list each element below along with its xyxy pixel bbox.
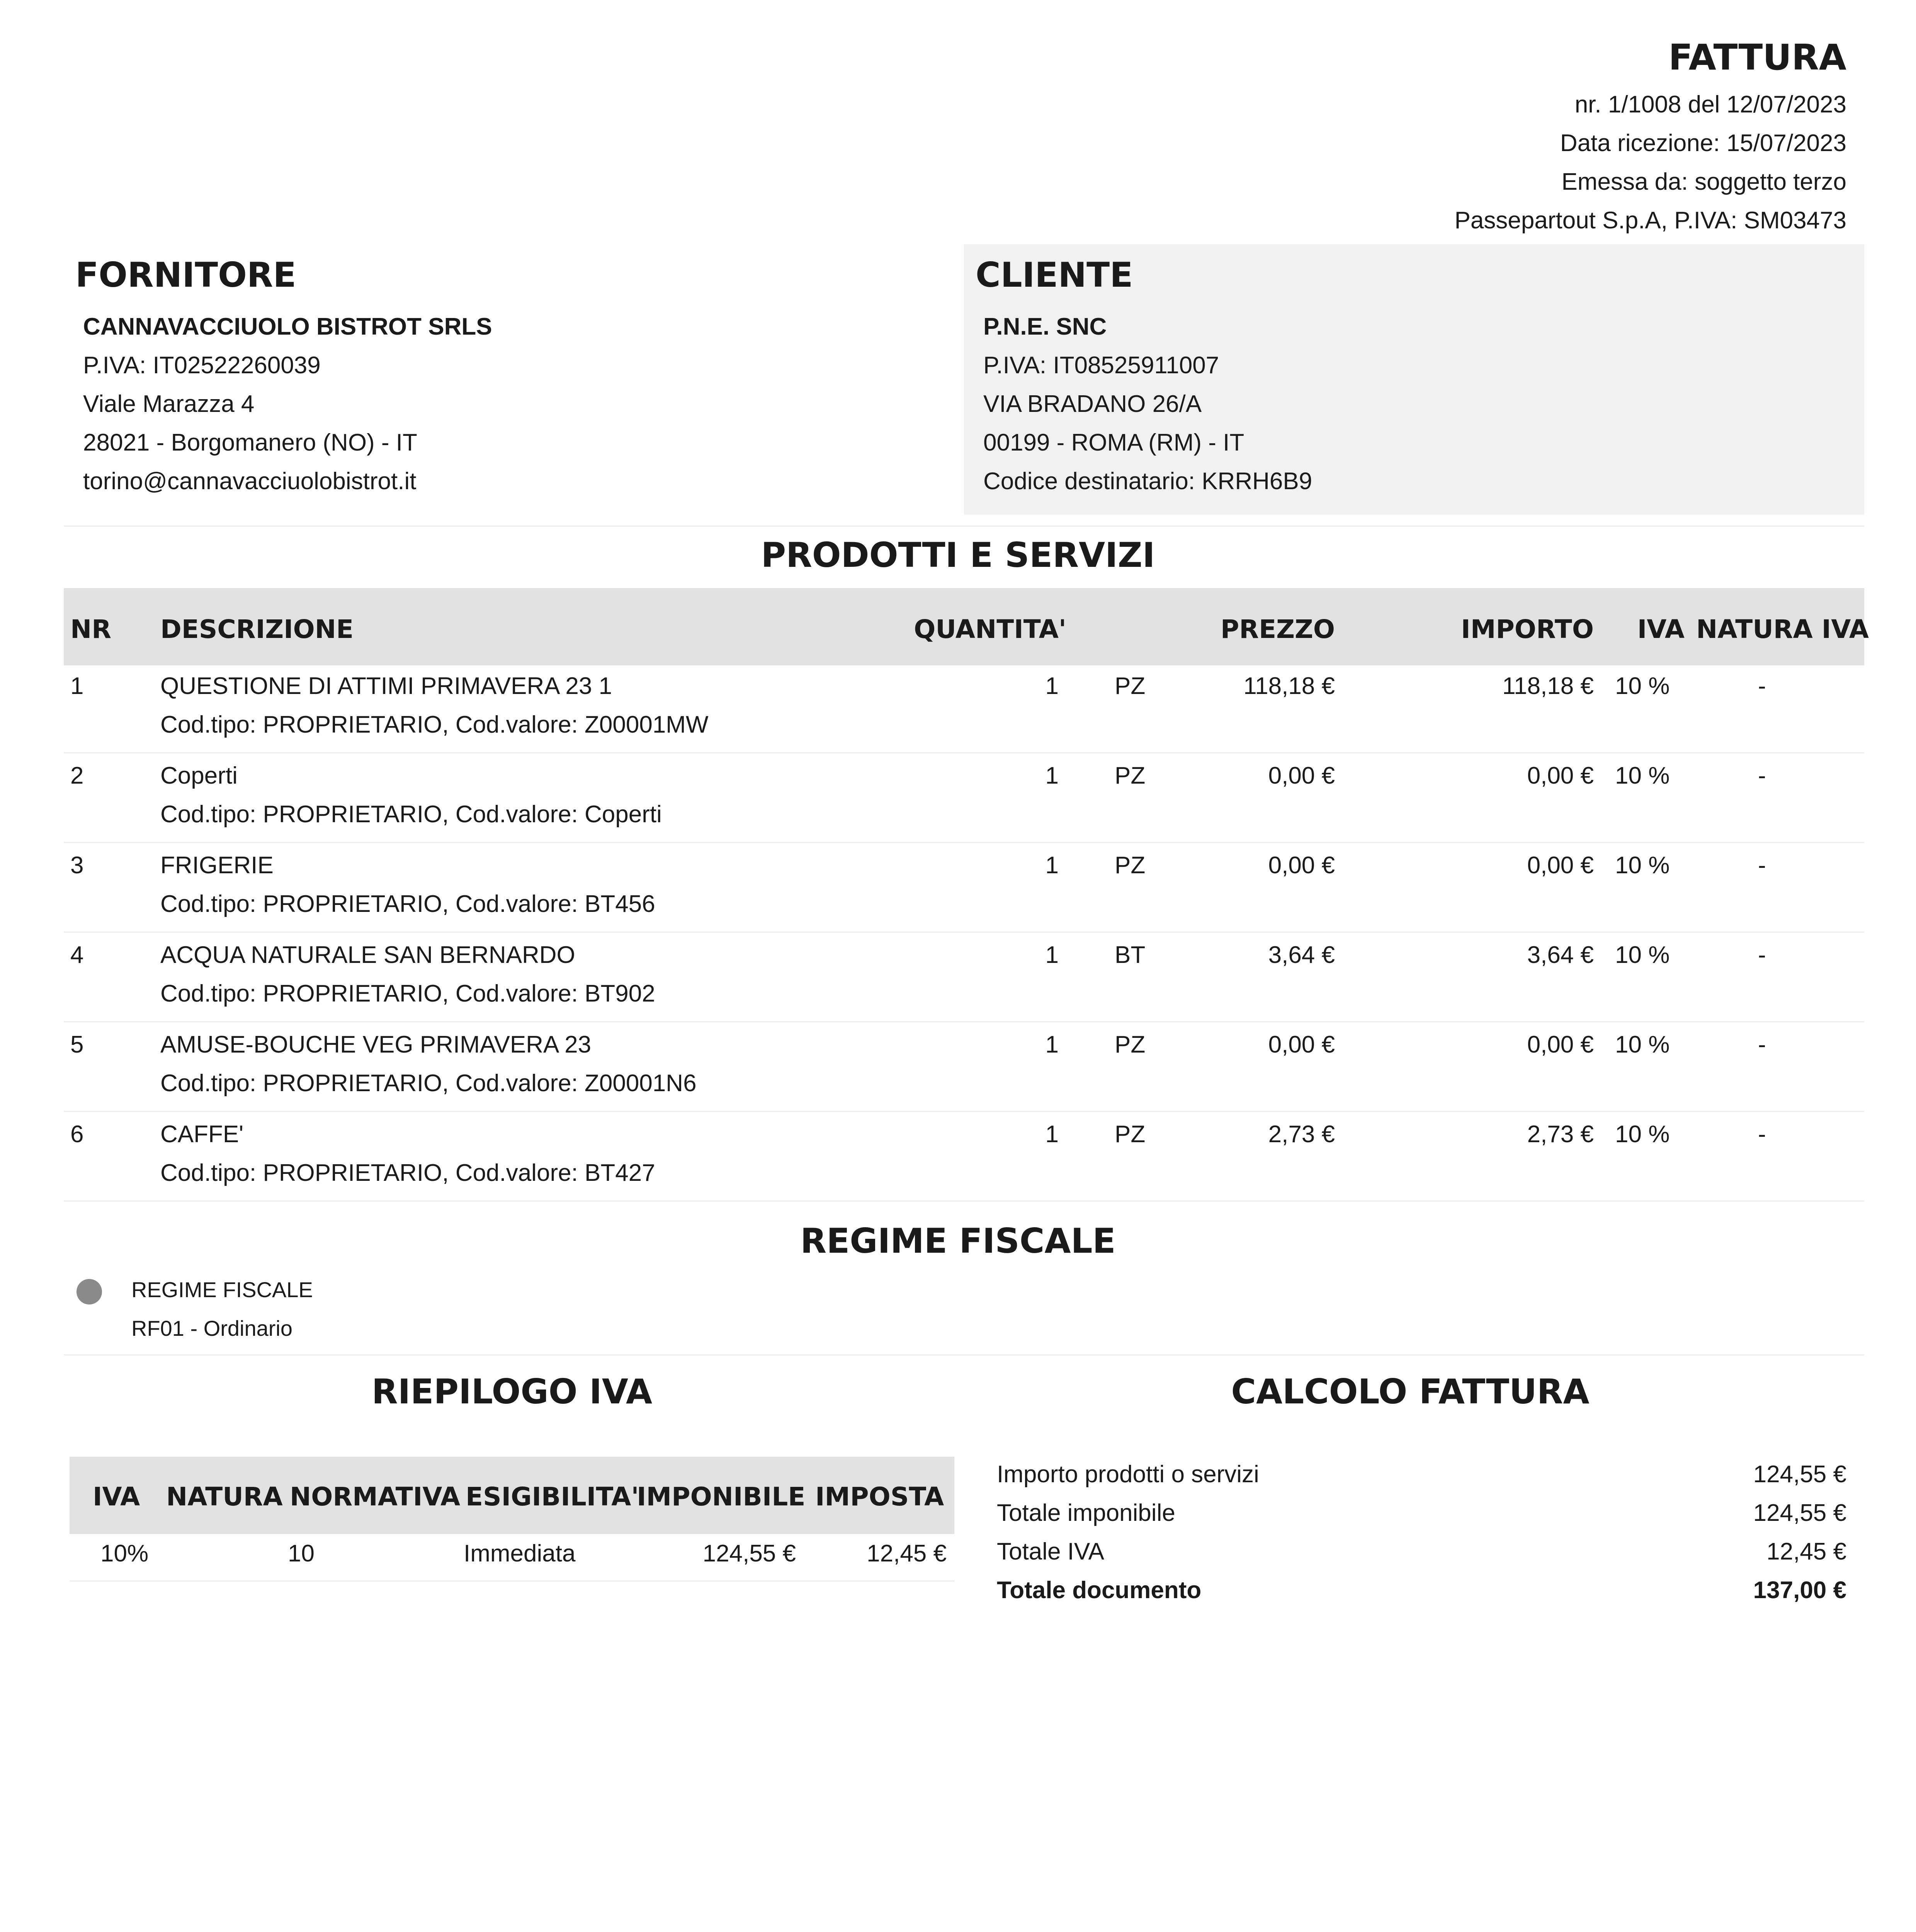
col-quantity: QUANTITA' <box>914 614 1066 644</box>
row-description: FRIGERIE <box>160 852 274 879</box>
row-description: QUESTIONE DI ATTIMI PRIMAVERA 23 1 <box>160 673 612 699</box>
col-amount: IMPORTO <box>1461 614 1594 644</box>
row-unit: PZ <box>1115 1031 1146 1058</box>
row-vat: 10 % <box>1615 762 1670 789</box>
row-code: Cod.tipo: PROPRIETARIO, Cod.valore: Coperti <box>160 801 662 828</box>
col-esigibilita: ESIGIBILITA' <box>466 1482 639 1512</box>
vat-row-rate: 10% <box>100 1540 149 1567</box>
row-description: AMUSE-BOUCHE VEG PRIMAVERA 23 <box>160 1031 592 1058</box>
row-divider <box>64 842 1864 843</box>
row-divider <box>64 1201 1864 1202</box>
issuer: Passepartout S.p.A, P.IVA: SM03473 <box>1454 207 1846 234</box>
row-amount: 118,18 € <box>1502 673 1594 699</box>
row-description: Coperti <box>160 762 238 789</box>
calc-label-vat: Totale IVA <box>997 1538 1105 1565</box>
row-quantity: 1 <box>1045 673 1059 699</box>
col-price: PREZZO <box>1220 614 1335 644</box>
row-vat: 10 % <box>1615 942 1670 968</box>
row-code: Cod.tipo: PROPRIETARIO, Cod.valore: BT902 <box>160 980 655 1007</box>
row-unit: PZ <box>1115 1121 1146 1148</box>
invoice-title: FATTURA <box>1668 37 1846 78</box>
row-amount: 3,64 € <box>1527 942 1594 968</box>
divider <box>64 526 1864 527</box>
row-divider <box>64 1111 1864 1112</box>
col-iva: IVA <box>93 1482 140 1512</box>
divider <box>70 1580 954 1582</box>
row-description: CAFFE' <box>160 1121 244 1148</box>
row-amount: 0,00 € <box>1527 762 1594 789</box>
row-price: 2,73 € <box>1268 1121 1335 1148</box>
row-vat-nature: - <box>1758 852 1766 879</box>
row-vat: 10 % <box>1615 1031 1670 1058</box>
divider <box>64 1354 1864 1355</box>
calc-label-products: Importo prodotti o servizi <box>997 1461 1259 1488</box>
col-nr: NR <box>70 614 112 644</box>
row-price: 118,18 € <box>1243 673 1335 699</box>
received-date: Data ricezione: 15/07/2023 <box>1560 130 1846 156</box>
row-unit: PZ <box>1115 852 1146 879</box>
supplier-title: FORNITORE <box>75 255 296 295</box>
col-imposta: IMPOSTA <box>815 1482 944 1512</box>
row-nr: 2 <box>70 762 84 789</box>
row-price: 0,00 € <box>1268 852 1335 879</box>
row-quantity: 1 <box>1045 942 1059 968</box>
supplier-address: Viale Marazza 4 <box>83 391 255 417</box>
invoice-number: nr. 1/1008 del 12/07/2023 <box>1574 91 1846 118</box>
row-divider <box>64 1021 1864 1022</box>
issued-by: Emessa da: soggetto terzo <box>1561 168 1846 195</box>
vat-row-rule: Immediata <box>464 1540 576 1567</box>
row-divider <box>64 752 1864 753</box>
calc-value-taxable: 124,55 € <box>1753 1500 1846 1526</box>
vat-row-tax: 12,45 € <box>867 1540 947 1567</box>
calc-value-total: 137,00 € <box>1753 1577 1846 1604</box>
row-price: 3,64 € <box>1268 942 1335 968</box>
client-name: P.N.E. SNC <box>983 313 1107 340</box>
row-vat-nature: - <box>1758 942 1766 968</box>
col-description: DESCRIZIONE <box>160 614 354 644</box>
row-unit: BT <box>1115 942 1146 968</box>
row-quantity: 1 <box>1045 1031 1059 1058</box>
row-code: Cod.tipo: PROPRIETARIO, Cod.valore: Z00001N6 <box>160 1070 697 1097</box>
products-title: PRODOTTI E SERVIZI <box>761 535 1155 575</box>
row-code: Cod.tipo: PROPRIETARIO, Cod.valore: BT427 <box>160 1160 655 1186</box>
row-quantity: 1 <box>1045 1121 1059 1148</box>
calc-label-taxable: Totale imponibile <box>997 1500 1175 1526</box>
row-code: Cod.tipo: PROPRIETARIO, Cod.valore: Z00001MW <box>160 711 709 738</box>
col-natura: NATURA <box>166 1482 283 1512</box>
client-recipient-code: Codice destinatario: KRRH6B9 <box>983 468 1312 495</box>
supplier-city: 28021 - Borgomanero (NO) - IT <box>83 429 417 456</box>
row-nr: 3 <box>70 852 84 879</box>
row-unit: PZ <box>1115 673 1146 699</box>
bullet-icon <box>77 1279 102 1304</box>
row-nr: 4 <box>70 942 84 968</box>
row-price: 0,00 € <box>1268 762 1335 789</box>
row-amount: 0,00 € <box>1527 852 1594 879</box>
supplier-email: torino@cannavacciuolobistrot.it <box>83 468 417 495</box>
vat-row-taxable: 124,55 € <box>702 1540 796 1567</box>
row-vat-nature: - <box>1758 1031 1766 1058</box>
row-code: Cod.tipo: PROPRIETARIO, Cod.valore: BT456 <box>160 891 655 917</box>
client-city: 00199 - ROMA (RM) - IT <box>983 429 1244 456</box>
vat-summary-title: RIEPILOGO IVA <box>371 1372 653 1412</box>
client-title: CLIENTE <box>976 255 1133 295</box>
client-address: VIA BRADANO 26/A <box>983 391 1202 417</box>
col-imponibile: IMPONIBILE <box>637 1482 806 1512</box>
row-nr: 5 <box>70 1031 84 1058</box>
row-vat-nature: - <box>1758 762 1766 789</box>
row-vat-nature: - <box>1758 1121 1766 1148</box>
calc-value-vat: 12,45 € <box>1766 1538 1846 1565</box>
col-normativa: NORMATIVA <box>290 1482 461 1512</box>
row-vat: 10 % <box>1615 1121 1670 1148</box>
row-unit: PZ <box>1115 762 1146 789</box>
row-quantity: 1 <box>1045 762 1059 789</box>
row-nr: 1 <box>70 673 84 699</box>
row-quantity: 1 <box>1045 852 1059 879</box>
col-vat-nature: NATURA IVA <box>1696 614 1869 644</box>
row-amount: 0,00 € <box>1527 1031 1594 1058</box>
regime-title: REGIME FISCALE <box>800 1221 1116 1261</box>
calc-value-products: 124,55 € <box>1753 1461 1846 1488</box>
row-vat-nature: - <box>1758 673 1766 699</box>
row-description: ACQUA NATURALE SAN BERNARDO <box>160 942 575 968</box>
row-nr: 6 <box>70 1121 84 1148</box>
regime-value: RF01 - Ordinario <box>131 1316 293 1340</box>
row-vat: 10 % <box>1615 852 1670 879</box>
row-amount: 2,73 € <box>1527 1121 1594 1148</box>
supplier-vat: P.IVA: IT02522260039 <box>83 352 321 379</box>
vat-row-nature: 10 <box>288 1540 315 1567</box>
calc-title: CALCOLO FATTURA <box>1231 1372 1590 1412</box>
regime-label: REGIME FISCALE <box>131 1277 313 1302</box>
row-vat: 10 % <box>1615 673 1670 699</box>
client-vat: P.IVA: IT08525911007 <box>983 352 1219 379</box>
col-vat: IVA <box>1637 614 1685 644</box>
supplier-section <box>75 255 296 295</box>
calc-label-total: Totale documento <box>997 1577 1202 1604</box>
row-price: 0,00 € <box>1268 1031 1335 1058</box>
supplier-name: CANNAVACCIUOLO BISTROT SRLS <box>83 313 492 340</box>
row-divider <box>64 932 1864 933</box>
